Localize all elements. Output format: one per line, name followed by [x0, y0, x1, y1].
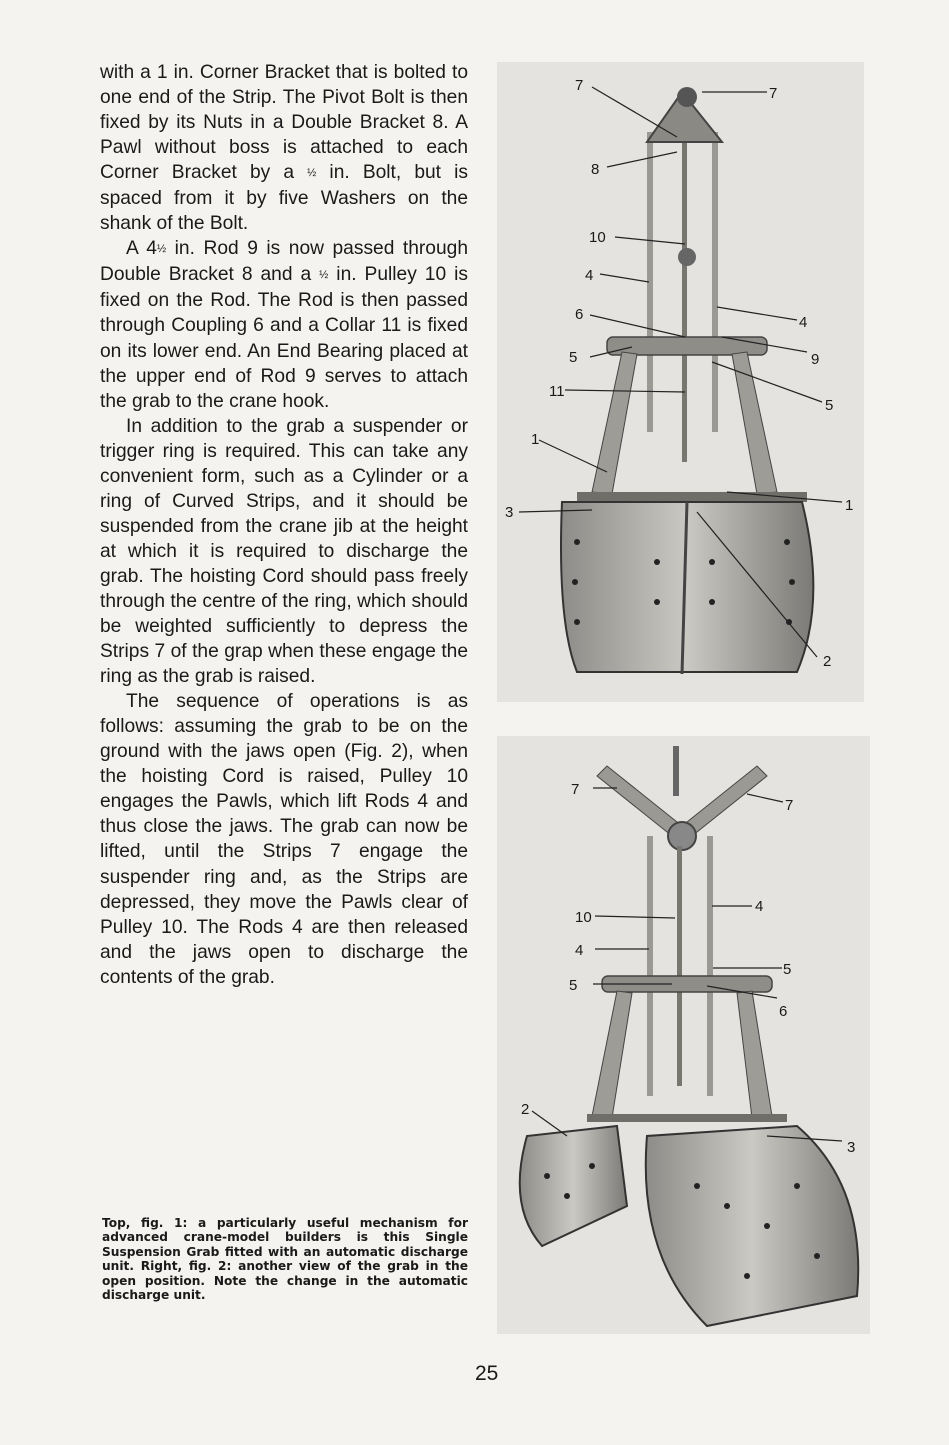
grab-closed-illustration [497, 62, 864, 702]
label-11: 11 [549, 383, 565, 400]
label-5: 5 [569, 977, 578, 994]
label-10: 10 [589, 229, 606, 246]
paragraph-1: with a 1 in. Corner Bracket that is bolted to one end of the Strip. The Pivot Bolt is then fixed by its Nuts in a Double Bracket 8. A Pawl without boss is attached to each Corner Bracket by a ½ in. Bolt, but is spaced from it by five Washers on the shank of the Bolt. [100, 62, 468, 235]
label-2: 2 [823, 653, 832, 670]
label-3: 3 [847, 1139, 856, 1156]
label-5: 5 [825, 397, 834, 414]
label-4: 4 [585, 267, 594, 284]
fraction-half: ½ [307, 167, 317, 180]
label-5: 5 [783, 961, 792, 978]
label-7: 7 [571, 781, 580, 798]
label-7: 7 [785, 797, 794, 814]
label-2: 2 [521, 1101, 530, 1118]
label-10: 10 [575, 909, 592, 926]
label-8: 8 [591, 161, 600, 178]
label-1: 1 [845, 497, 854, 514]
label-5: 5 [569, 349, 578, 366]
label-4: 4 [575, 942, 584, 959]
page-number: 25 [475, 1362, 499, 1385]
figure-2-grab-open [497, 736, 870, 1334]
label-4: 4 [755, 898, 764, 915]
paragraph-2: A 4½ in. Rod 9 is now passed through Double Bracket 8 and a ½ in. Pulley 10 is fixed on the Rod. The Rod is then passed through Coupling 6 and a Collar 11 is fixed on its lower end. An End Bearing placed at the upper end of Rod 9 serves to attach the grab to the crane hook. [100, 238, 468, 412]
label-9: 9 [811, 351, 820, 368]
label-7: 7 [769, 85, 778, 102]
label-1: 1 [531, 431, 540, 448]
label-6: 6 [575, 306, 584, 323]
paragraph-3: In addition to the grab a suspender or trigger ring is required. This can take any convenient form, such as a Cylinder or a ring of Curved Strips, and it should be suspended from the crane jib at the height at which it is required to discharge the grab. The hoisting Cord should pass freely through the centre of the ring, which should be weighted sufficiently to depress the Strips 7 of the grap when these engage the ring as the grab is raised. [100, 415, 468, 688]
figure-caption: Top, fig. 1: a particularly useful mechanism for advanced crane-model builders is this Single Suspension Grab fitted with an automatic discharge unit. Right, fig. 2: another view of the grab in the open position. Note the change in the automatic discharge unit. [102, 1216, 468, 1303]
fraction-half: ½ [156, 243, 167, 256]
fraction-half: ½ [319, 269, 329, 282]
label-4: 4 [799, 314, 808, 331]
grab-open-illustration [497, 736, 870, 1334]
figure-1-grab-closed [497, 62, 864, 702]
label-7: 7 [575, 77, 584, 94]
label-3: 3 [505, 504, 514, 521]
body-text [100, 60, 468, 990]
paragraph-4: The sequence of operations is as follows: assuming the grab to be on the ground with the jaws open (Fig. 2), when the hoisting Cord is raised, Pulley 10 engages the Pawls, which lift Rods 4 and thus close the jaws. The grab can now be lifted, until the Strips 7 engage the suspender ring and, as the Strips are depressed, they move the Pawls clear of Pulley 10. The Rods 4 are then released and the jaws open to discharge the contents of the grab. [100, 691, 468, 988]
label-6: 6 [779, 1003, 788, 1020]
